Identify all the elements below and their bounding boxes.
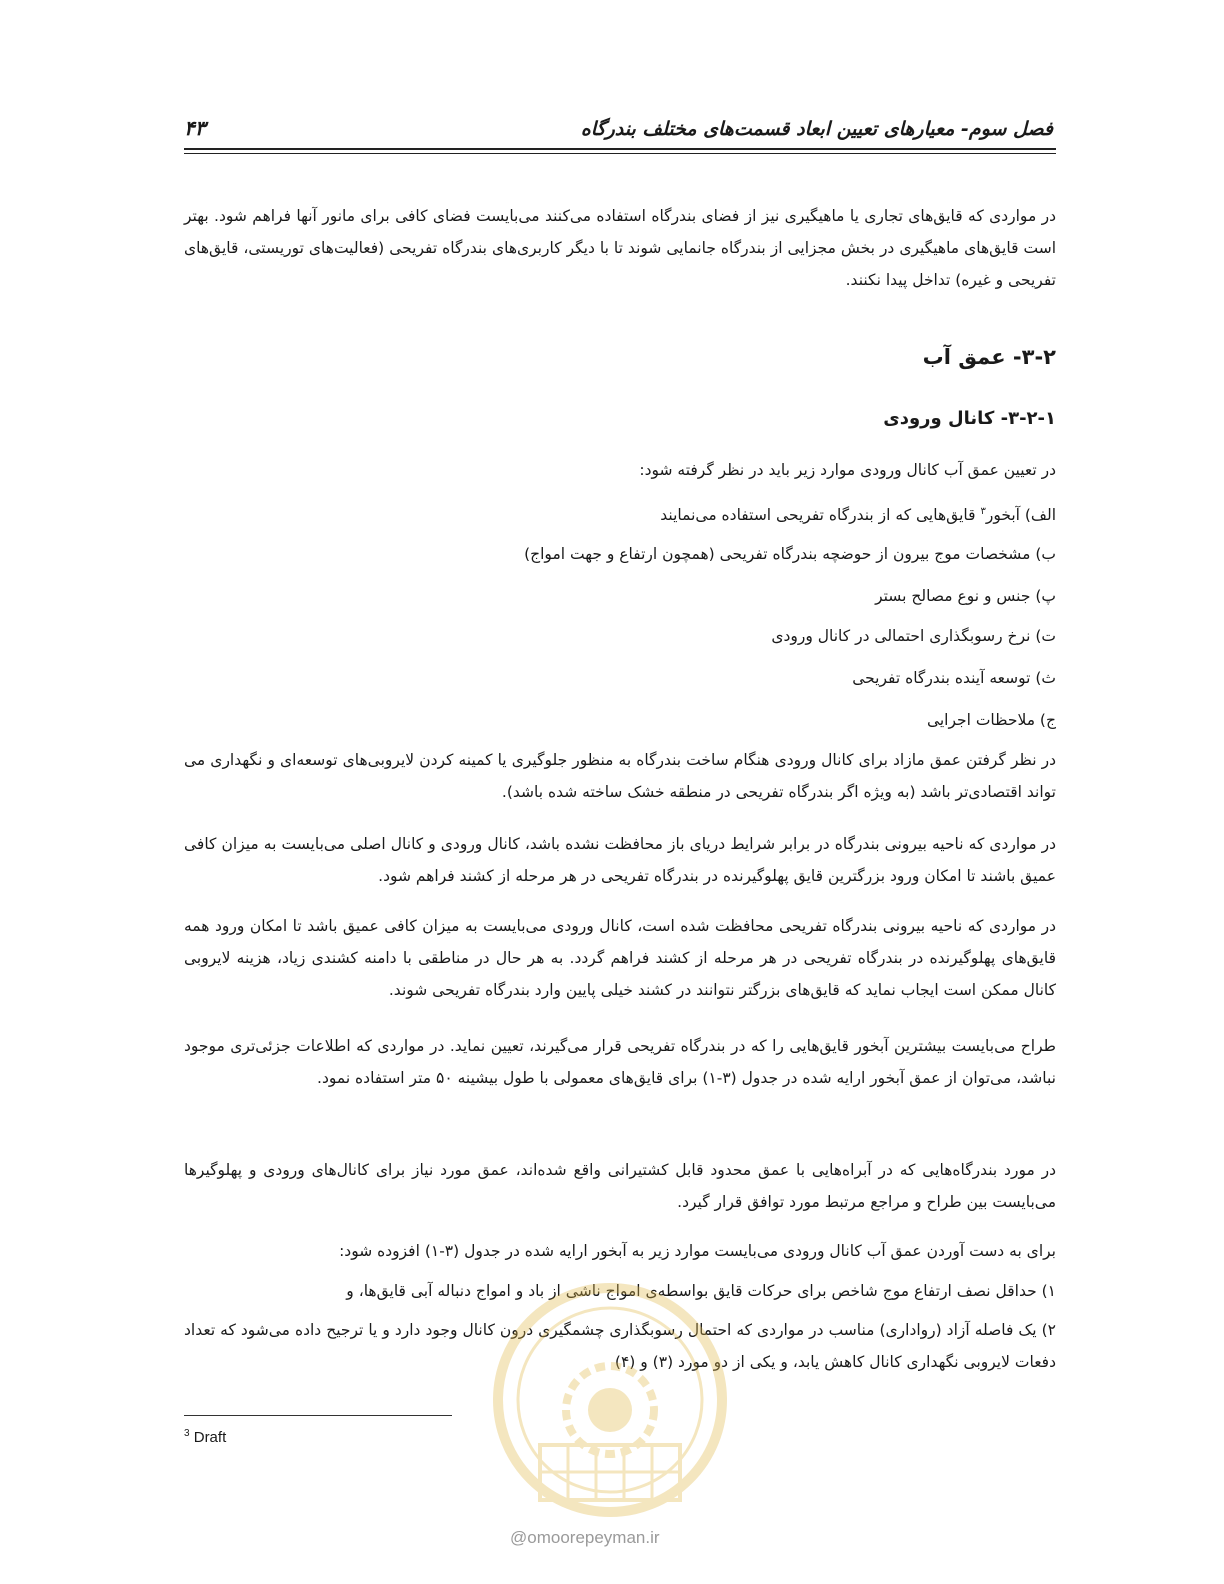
page-number: ۴۳	[184, 116, 206, 140]
paragraph-unprotected-area: در مواردی که ناحیه بیرونی بندرگاه در برابر شرایط دریای باز محافظت نشده باشد، کانال ورودی و کانال اصلی می‌بایست به میزان کافی عمیق باشند تا امکان ورود بزرگترین قایق پهلوگیرنده در بندرگاه تفریحی در هر مرحله از کشند فراهم شود.	[184, 835, 1056, 885]
footnote-separator	[184, 1415, 452, 1416]
list-item-s: ث) توسعه آینده بندرگاه تفریحی	[852, 669, 1056, 687]
list-item-j: ج) ملاحظات اجرایی	[926, 711, 1056, 729]
list-item-a-suffix: قایق‌هایی که از بندرگاه تفریحی استفاده می‌نمایند	[660, 506, 981, 525]
section-heading-water-depth: ۳-۲- عمق آب	[922, 345, 1056, 369]
paragraph-fishing-boats: در مواردی که قایق‌های تجاری یا ماهیگیری نیز از فضای بندرگاه استفاده می‌کنند می‌بایست فضای کافی برای مانور آنها فراهم شود. بهتر است قایق‌های ماهیگیری در بخش مجزایی از بندرگاه جانمایی شوند تا با دیگر کاربری‌های بندرگاه تفریحی (فعالیت‌های توریستی، قایق‌های تفریحی و غیره) تداخل پیدا نکنند.	[184, 207, 1056, 289]
paragraph-designer-draft: طراح می‌بایست بیشترین آبخور قایق‌هایی را که در بندرگاه تفریحی قرار می‌گیرند، تعیین نماید. در مواردی که اطلاعات جزئی‌تری موجود نباشد، می‌توان از عمق آبخور ارایه شده در جدول (۳-۱) برای قایق‌های معمولی با طول بیشینه ۵۰ متر استفاده نمود.	[184, 1037, 1056, 1087]
watermark-seal-icon	[480, 1270, 740, 1560]
paragraph-limited-waterways: در مورد بندرگاه‌هایی که در آبراه‌هایی با عمق محدود قابل کشتیرانی واقع شده‌اند، عمق مورد نیاز برای کانال‌های ورودی و پهلوگیرها می‌بایست بین طراح و مراجع مرتبط مورد توافق قرار گیرد.	[184, 1161, 1056, 1211]
intro-line: در تعیین عمق آب کانال ورودی موارد زیر باید در نظر گرفته شود:	[639, 461, 1056, 479]
paragraph-item-2: ۲) یک فاصله آزاد (رواداری) مناسب در مواردی که احتمال رسوبگذاری چشمگیری درون کانال وجود دارد و یا ترجیح داده می‌شود که تعداد دفعات لایروبی نگهداری کانال کاهش یابد، و یکی از دو مورد (۳) و (۴)	[184, 1321, 1056, 1371]
header-rule-thin	[184, 153, 1056, 154]
list-item-b: ب) مشخصات موج بیرون از حوضچه بندرگاه تفریحی (همچون ارتفاع و جهت امواج)	[524, 545, 1056, 563]
list-item-a	[660, 497, 1056, 530]
chapter-title: فصل سوم- معیارهای تعیین ابعاد قسمت‌های مختلف بندرگاه	[580, 118, 1053, 140]
line-item-1: ۱) حداقل نصف ارتفاع موج شاخص برای حرکات قایق بواسطه‌ی امواج ناشی از باد و امواج دنباله آبی قایق‌ها، و	[346, 1282, 1056, 1300]
list-item-p: پ) جنس و نوع مصالح بستر	[875, 587, 1056, 605]
paragraph-protected-area: در مواردی که ناحیه بیرونی بندرگاه تفریحی محافظت شده است، کانال ورودی می‌بایست به میزان کافی عمیق باشد تا امکان ورود همه قایق‌های پهلوگیرنده در بندرگاه تفریحی در هر مرحله از کشند فراهم گردد. به هر حال در مناطقی با دامنه کشندی زیاد، هزینه لایروبی کانال ممکن است ایجاب نماید که قایق‌های بزرگتر نتوانند در کشند خیلی پایین وارد بندرگاه تفریحی شوند.	[184, 917, 1056, 999]
subsection-heading-entrance-channel: ۳-۲-۱- کانال ورودی	[883, 408, 1056, 429]
watermark-url: @omoorepeyman.ir	[510, 1528, 660, 1547]
list-item-t: ت) نرخ رسوبگذاری احتمالی در کانال ورودی	[771, 627, 1056, 645]
footnote-number: 3	[184, 1428, 190, 1439]
footnote	[184, 1428, 226, 1446]
footnote-text: Draft	[189, 1429, 227, 1446]
paragraph-extra-depth: در نظر گرفتن عمق مازاد برای کانال ورودی هنگام ساخت بندرگاه به منظور جلوگیری یا کمینه کردن لایروبی‌های توسعه‌ای و نگهداری می تواند اقتصادی‌تر باشد (به ویژه اگر بندرگاه تفریحی در منطقه خشک ساخته شده باشد).	[184, 751, 1056, 801]
line-additions: برای به دست آوردن عمق آب کانال ورودی می‌بایست موارد زیر به آبخور ارایه شده در جدول (۳-۱) افزوده شود:	[339, 1242, 1056, 1260]
footnote-ref[interactable]: ۳	[980, 506, 986, 517]
list-item-a-prefix: الف) آبخور	[985, 506, 1056, 525]
header-rule-thick	[184, 148, 1056, 150]
